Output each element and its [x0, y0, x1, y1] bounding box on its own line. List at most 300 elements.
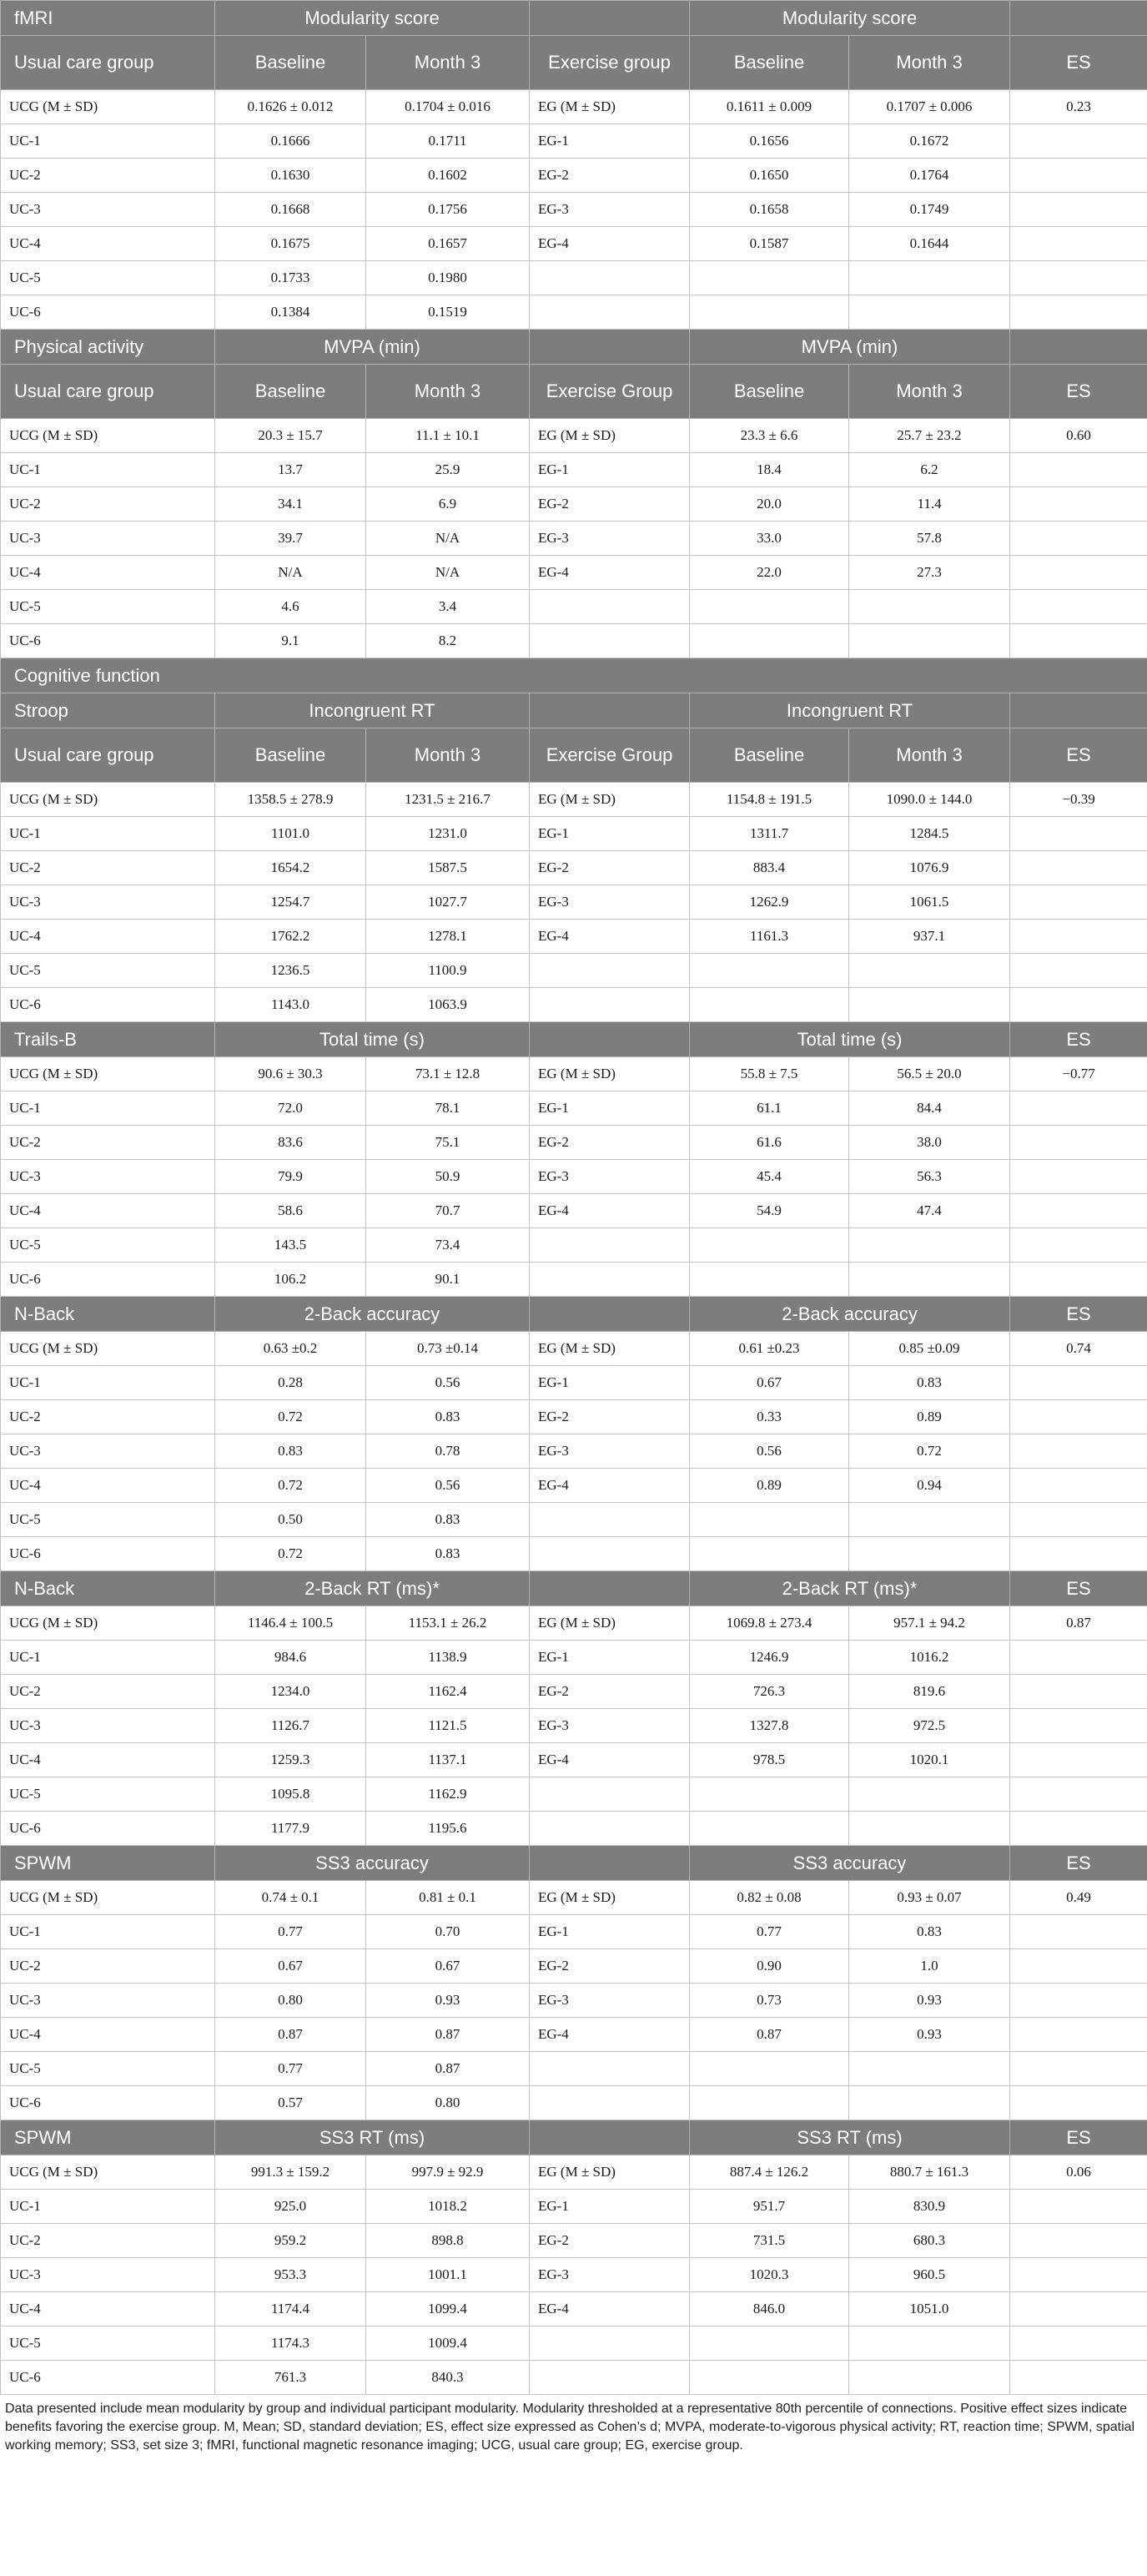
uc-baseline: 0.74 ± 0.1 — [215, 1881, 366, 1915]
eg-month3: 1016.2 — [849, 1641, 1010, 1675]
uc-month3: 70.7 — [366, 1194, 530, 1228]
uc-participant: UC-4 — [1, 2292, 215, 2326]
eg-baseline: 1327.8 — [690, 1709, 849, 1743]
table-row — [1, 1812, 1147, 1846]
eg-month3: 972.5 — [849, 1709, 1010, 1743]
month3-header: Month 3 — [366, 728, 530, 783]
eg-participant: EG (M ± SD) — [530, 783, 690, 817]
eg-participant: EG-4 — [530, 1743, 690, 1777]
uc-participant: UC-3 — [1, 1160, 215, 1194]
table-row — [1, 2190, 1147, 2224]
spacer-cell — [530, 1, 690, 36]
effect-size — [1010, 988, 1147, 1022]
group-header: Usual care group — [1, 36, 215, 90]
eg-participant: EG-2 — [530, 487, 690, 522]
effect-size: 0.06 — [1010, 2155, 1147, 2190]
effect-size — [1010, 1537, 1147, 1571]
uc-participant: UC-3 — [1, 193, 215, 227]
section-header-row — [1, 693, 1147, 728]
uc-participant: UC-5 — [1, 261, 215, 295]
eg-month3: 0.83 — [849, 1915, 1010, 1949]
uc-participant: UC-3 — [1, 1984, 215, 2018]
baseline-header: Baseline — [690, 728, 849, 783]
eg-month3: 27.3 — [849, 556, 1010, 590]
uc-baseline: 0.77 — [215, 1915, 366, 1949]
effect-size — [1010, 1949, 1147, 1984]
table-row — [1, 2086, 1147, 2120]
uc-participant: UC-5 — [1, 2326, 215, 2361]
uc-participant: UC-2 — [1, 851, 215, 885]
spacer-cell — [530, 1022, 690, 1057]
es-header: ES — [1010, 1297, 1147, 1332]
table-row — [1, 1915, 1147, 1949]
eg-participant: EG (M ± SD) — [530, 1057, 690, 1091]
effect-size — [1010, 124, 1147, 159]
measure-label: SS3 RT (ms) — [690, 2120, 1010, 2155]
measure-label: MVPA (min) — [215, 330, 530, 365]
uc-participant: UC-4 — [1, 227, 215, 261]
uc-month3: 0.1980 — [366, 261, 530, 295]
effect-size — [1010, 1366, 1147, 1400]
uc-baseline: 984.6 — [215, 1641, 366, 1675]
eg-baseline: 883.4 — [690, 851, 849, 885]
eg-month3: 56.3 — [849, 1160, 1010, 1194]
eg-participant: EG-2 — [530, 1126, 690, 1160]
uc-month3: 0.1704 ± 0.016 — [366, 90, 530, 124]
eg-month3: 1020.1 — [849, 1743, 1010, 1777]
uc-month3: 0.1756 — [366, 193, 530, 227]
eg-participant — [530, 988, 690, 1022]
uc-baseline: 1234.0 — [215, 1675, 366, 1709]
eg-month3 — [849, 295, 1010, 330]
eg-month3: 0.94 — [849, 1469, 1010, 1503]
eg-participant — [530, 590, 690, 624]
uc-baseline: 1254.7 — [215, 885, 366, 920]
uc-participant: UC-5 — [1, 2052, 215, 2086]
uc-participant: UC-1 — [1, 1091, 215, 1126]
uc-participant: UC-1 — [1, 2190, 215, 2224]
uc-participant: UC-6 — [1, 1263, 215, 1297]
es-header — [1010, 1, 1147, 36]
eg-participant: EG-4 — [530, 920, 690, 954]
effect-size — [1010, 2258, 1147, 2292]
table-row — [1, 227, 1147, 261]
table-row — [1, 487, 1147, 522]
eg-participant: EG (M ± SD) — [530, 1881, 690, 1915]
uc-participant: UC-5 — [1, 1228, 215, 1263]
uc-month3: 0.1519 — [366, 295, 530, 330]
eg-baseline — [690, 261, 849, 295]
table-row — [1, 124, 1147, 159]
section-banner-row — [1, 658, 1147, 693]
group-header: Usual care group — [1, 728, 215, 783]
section-header-row — [1, 365, 1147, 419]
uc-baseline: 13.7 — [215, 453, 366, 487]
eg-baseline — [690, 1812, 849, 1846]
eg-participant — [530, 1263, 690, 1297]
uc-baseline: 0.1675 — [215, 227, 366, 261]
effect-size — [1010, 295, 1147, 330]
uc-baseline: 0.72 — [215, 1469, 366, 1503]
uc-participant: UCG (M ± SD) — [1, 1881, 215, 1915]
table-row — [1, 556, 1147, 590]
eg-participant: EG-4 — [530, 1194, 690, 1228]
eg-month3 — [849, 1228, 1010, 1263]
uc-participant: UC-5 — [1, 590, 215, 624]
eg-participant — [530, 2326, 690, 2361]
uc-baseline: 1177.9 — [215, 1812, 366, 1846]
eg-month3 — [849, 1537, 1010, 1571]
uc-month3: 0.80 — [366, 2086, 530, 2120]
effect-size — [1010, 261, 1147, 295]
section-header-row — [1, 330, 1147, 365]
table-row — [1, 2052, 1147, 2086]
eg-participant: EG-3 — [530, 193, 690, 227]
eg-baseline — [690, 2361, 849, 2395]
eg-baseline: 0.33 — [690, 1400, 849, 1434]
uc-baseline: 0.80 — [215, 1984, 366, 2018]
table-row — [1, 193, 1147, 227]
eg-baseline: 726.3 — [690, 1675, 849, 1709]
table-row — [1, 624, 1147, 658]
measure-label: SS3 accuracy — [215, 1846, 530, 1881]
eg-baseline — [690, 1503, 849, 1537]
eg-participant — [530, 2361, 690, 2395]
eg-participant: EG-3 — [530, 2258, 690, 2292]
table-row — [1, 920, 1147, 954]
uc-month3: 0.73 ±0.14 — [366, 1332, 530, 1366]
uc-participant: UC-3 — [1, 522, 215, 556]
uc-month3: 0.70 — [366, 1915, 530, 1949]
table-row — [1, 885, 1147, 920]
eg-baseline: 0.77 — [690, 1915, 849, 1949]
uc-participant: UC-5 — [1, 954, 215, 988]
eg-baseline: 20.0 — [690, 487, 849, 522]
eg-baseline — [690, 988, 849, 1022]
eg-participant: EG-4 — [530, 556, 690, 590]
uc-month3: 0.83 — [366, 1503, 530, 1537]
baseline-header: Baseline — [215, 36, 366, 90]
uc-baseline: 925.0 — [215, 2190, 366, 2224]
uc-baseline: 1095.8 — [215, 1777, 366, 1812]
effect-size — [1010, 1400, 1147, 1434]
eg-baseline: 0.82 ± 0.08 — [690, 1881, 849, 1915]
effect-size — [1010, 1812, 1147, 1846]
es-header: ES — [1010, 2120, 1147, 2155]
uc-month3: 90.1 — [366, 1263, 530, 1297]
section-header-row — [1, 1571, 1147, 1606]
uc-baseline: 1654.2 — [215, 851, 366, 885]
uc-baseline: 0.67 — [215, 1949, 366, 1984]
uc-baseline: 1174.4 — [215, 2292, 366, 2326]
uc-month3: N/A — [366, 522, 530, 556]
effect-size — [1010, 1984, 1147, 2018]
table-row — [1, 419, 1147, 453]
effect-size — [1010, 2361, 1147, 2395]
uc-month3: 8.2 — [366, 624, 530, 658]
eg-participant: EG (M ± SD) — [530, 419, 690, 453]
table-row — [1, 1641, 1147, 1675]
eg-baseline: 1161.3 — [690, 920, 849, 954]
eg-month3: 1051.0 — [849, 2292, 1010, 2326]
table-row — [1, 1263, 1147, 1297]
eg-baseline: 0.1611 ± 0.009 — [690, 90, 849, 124]
eg-month3 — [849, 2086, 1010, 2120]
eg-baseline — [690, 1537, 849, 1571]
uc-baseline: 1174.3 — [215, 2326, 366, 2361]
effect-size — [1010, 1126, 1147, 1160]
table-row — [1, 851, 1147, 885]
eg-participant: EG-4 — [530, 227, 690, 261]
eg-participant: EG-2 — [530, 1949, 690, 1984]
uc-baseline: 0.72 — [215, 1400, 366, 1434]
eg-month3: 57.8 — [849, 522, 1010, 556]
uc-month3: 1231.0 — [366, 817, 530, 851]
table-row — [1, 2258, 1147, 2292]
uc-month3: 0.87 — [366, 2018, 530, 2052]
uc-month3: 898.8 — [366, 2224, 530, 2258]
table-row — [1, 1675, 1147, 1709]
eg-month3 — [849, 624, 1010, 658]
effect-size — [1010, 1709, 1147, 1743]
eg-participant — [530, 1777, 690, 1812]
table-row — [1, 1469, 1147, 1503]
section-header-row — [1, 2120, 1147, 2155]
uc-month3: 1027.7 — [366, 885, 530, 920]
uc-baseline: 1146.4 ± 100.5 — [215, 1606, 366, 1641]
eg-month3: 0.1749 — [849, 193, 1010, 227]
eg-participant: EG (M ± SD) — [530, 1606, 690, 1641]
uc-participant: UC-4 — [1, 2018, 215, 2052]
table-row — [1, 1606, 1147, 1641]
es-header — [1010, 693, 1147, 728]
table-row — [1, 817, 1147, 851]
uc-baseline: 0.87 — [215, 2018, 366, 2052]
uc-baseline: 0.77 — [215, 2052, 366, 2086]
uc-month3: 1009.4 — [366, 2326, 530, 2361]
uc-baseline: 1259.3 — [215, 1743, 366, 1777]
uc-month3: 1137.1 — [366, 1743, 530, 1777]
effect-size — [1010, 1194, 1147, 1228]
uc-participant: UC-3 — [1, 2258, 215, 2292]
eg-baseline: 1154.8 ± 191.5 — [690, 783, 849, 817]
uc-baseline: 1143.0 — [215, 988, 366, 1022]
uc-month3: 0.83 — [366, 1400, 530, 1434]
section-title: N-Back — [1, 1571, 215, 1606]
section-header-row — [1, 1297, 1147, 1332]
spacer-cell — [530, 1297, 690, 1332]
spacer-cell — [530, 330, 690, 365]
effect-size — [1010, 1915, 1147, 1949]
eg-month3: 680.3 — [849, 2224, 1010, 2258]
table-row — [1, 2292, 1147, 2326]
section-header-row — [1, 36, 1147, 90]
eg-month3 — [849, 2326, 1010, 2361]
group-header: Exercise Group — [530, 728, 690, 783]
eg-baseline: 1246.9 — [690, 1641, 849, 1675]
uc-baseline: 79.9 — [215, 1160, 366, 1194]
effect-size: −0.39 — [1010, 783, 1147, 817]
uc-participant: UC-6 — [1, 624, 215, 658]
eg-baseline — [690, 2052, 849, 2086]
uc-participant: UC-1 — [1, 124, 215, 159]
eg-baseline: 61.6 — [690, 1126, 849, 1160]
uc-participant: UC-4 — [1, 556, 215, 590]
eg-month3: 38.0 — [849, 1126, 1010, 1160]
uc-baseline: 0.1666 — [215, 124, 366, 159]
uc-participant: UC-6 — [1, 988, 215, 1022]
table-row — [1, 295, 1147, 330]
eg-baseline: 0.90 — [690, 1949, 849, 1984]
eg-participant — [530, 1503, 690, 1537]
table-row — [1, 1057, 1147, 1091]
eg-month3 — [849, 590, 1010, 624]
eg-month3: 1.0 — [849, 1949, 1010, 1984]
effect-size — [1010, 453, 1147, 487]
uc-month3: 11.1 ± 10.1 — [366, 419, 530, 453]
effect-size — [1010, 1777, 1147, 1812]
es-header: ES — [1010, 1846, 1147, 1881]
uc-baseline: 0.1630 — [215, 159, 366, 193]
table-row — [1, 1777, 1147, 1812]
uc-month3: 1195.6 — [366, 1812, 530, 1846]
table-row — [1, 783, 1147, 817]
eg-month3 — [849, 261, 1010, 295]
eg-baseline: 731.5 — [690, 2224, 849, 2258]
uc-baseline: 0.1668 — [215, 193, 366, 227]
group-header: Exercise group — [530, 36, 690, 90]
uc-month3: N/A — [366, 556, 530, 590]
table-row — [1, 2224, 1147, 2258]
effect-size — [1010, 159, 1147, 193]
eg-month3: 960.5 — [849, 2258, 1010, 2292]
uc-baseline: 106.2 — [215, 1263, 366, 1297]
uc-month3: 3.4 — [366, 590, 530, 624]
eg-baseline: 0.61 ±0.23 — [690, 1332, 849, 1366]
eg-baseline: 22.0 — [690, 556, 849, 590]
spacer-cell — [530, 2120, 690, 2155]
effect-size — [1010, 1743, 1147, 1777]
section-title: SPWM — [1, 1846, 215, 1881]
table-row — [1, 522, 1147, 556]
table-row — [1, 1434, 1147, 1469]
effect-size — [1010, 1469, 1147, 1503]
table-row — [1, 590, 1147, 624]
table-row — [1, 1881, 1147, 1915]
effect-size — [1010, 556, 1147, 590]
table-row — [1, 2155, 1147, 2190]
uc-month3: 1153.1 ± 26.2 — [366, 1606, 530, 1641]
uc-baseline: 39.7 — [215, 522, 366, 556]
eg-participant — [530, 1537, 690, 1571]
eg-baseline: 1020.3 — [690, 2258, 849, 2292]
uc-baseline: 0.83 — [215, 1434, 366, 1469]
uc-participant: UC-2 — [1, 2224, 215, 2258]
section-title: N-Back — [1, 1297, 215, 1332]
uc-month3: 1100.9 — [366, 954, 530, 988]
uc-participant: UC-5 — [1, 1777, 215, 1812]
table-row — [1, 1228, 1147, 1263]
effect-size: −0.77 — [1010, 1057, 1147, 1091]
effect-size — [1010, 851, 1147, 885]
eg-baseline — [690, 1263, 849, 1297]
uc-baseline: N/A — [215, 556, 366, 590]
eg-month3: 0.83 — [849, 1366, 1010, 1400]
eg-participant: EG-3 — [530, 1984, 690, 2018]
eg-month3: 0.1707 ± 0.006 — [849, 90, 1010, 124]
eg-month3: 830.9 — [849, 2190, 1010, 2224]
eg-baseline — [690, 295, 849, 330]
eg-month3: 0.93 ± 0.07 — [849, 1881, 1010, 1915]
uc-participant: UC-2 — [1, 487, 215, 522]
section-title: Trails-B — [1, 1022, 215, 1057]
eg-baseline: 1311.7 — [690, 817, 849, 851]
eg-baseline: 18.4 — [690, 453, 849, 487]
effect-size: 0.87 — [1010, 1606, 1147, 1641]
measure-label: 2-Back accuracy — [215, 1297, 530, 1332]
eg-month3: 56.5 ± 20.0 — [849, 1057, 1010, 1091]
effect-size — [1010, 817, 1147, 851]
uc-baseline: 58.6 — [215, 1194, 366, 1228]
eg-month3 — [849, 1777, 1010, 1812]
uc-month3: 78.1 — [366, 1091, 530, 1126]
effect-size — [1010, 487, 1147, 522]
uc-month3: 75.1 — [366, 1126, 530, 1160]
effect-size — [1010, 1675, 1147, 1709]
eg-participant — [530, 295, 690, 330]
uc-participant: UC-5 — [1, 1503, 215, 1537]
eg-month3: 47.4 — [849, 1194, 1010, 1228]
eg-participant: EG-1 — [530, 817, 690, 851]
section-header-row — [1, 1846, 1147, 1881]
eg-participant — [530, 2052, 690, 2086]
uc-participant: UC-2 — [1, 1400, 215, 1434]
uc-month3: 0.56 — [366, 1366, 530, 1400]
uc-participant: UC-1 — [1, 1366, 215, 1400]
table-row — [1, 1537, 1147, 1571]
table-row — [1, 1984, 1147, 2018]
uc-participant: UC-4 — [1, 1469, 215, 1503]
uc-participant: UC-2 — [1, 1126, 215, 1160]
eg-month3: 1284.5 — [849, 817, 1010, 851]
uc-baseline: 959.2 — [215, 2224, 366, 2258]
month3-header: Month 3 — [366, 36, 530, 90]
eg-baseline: 45.4 — [690, 1160, 849, 1194]
uc-baseline: 0.1733 — [215, 261, 366, 295]
effect-size — [1010, 920, 1147, 954]
eg-baseline: 0.1658 — [690, 193, 849, 227]
uc-month3: 0.56 — [366, 1469, 530, 1503]
table-row — [1, 2018, 1147, 2052]
uc-month3: 0.93 — [366, 1984, 530, 2018]
eg-baseline: 0.1656 — [690, 124, 849, 159]
uc-participant: UC-4 — [1, 1743, 215, 1777]
eg-baseline: 0.87 — [690, 2018, 849, 2052]
baseline-header: Baseline — [690, 365, 849, 419]
month3-header: Month 3 — [849, 728, 1010, 783]
uc-baseline: 4.6 — [215, 590, 366, 624]
uc-month3: 1162.4 — [366, 1675, 530, 1709]
uc-month3: 0.78 — [366, 1434, 530, 1469]
uc-month3: 1121.5 — [366, 1709, 530, 1743]
uc-participant: UCG (M ± SD) — [1, 2155, 215, 2190]
eg-participant: EG-3 — [530, 522, 690, 556]
effect-size — [1010, 227, 1147, 261]
eg-month3 — [849, 2052, 1010, 2086]
eg-participant — [530, 624, 690, 658]
effect-size — [1010, 522, 1147, 556]
eg-baseline: 1069.8 ± 273.4 — [690, 1606, 849, 1641]
